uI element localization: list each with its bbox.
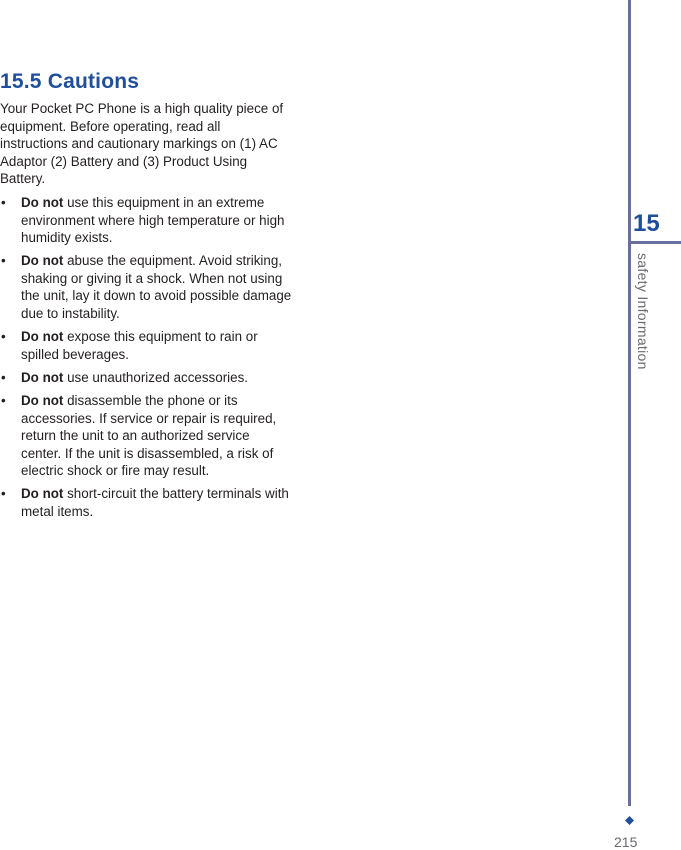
bullet-icon: • [1, 392, 6, 408]
bullet-icon: • [1, 329, 6, 345]
bullet-text: expose this equipment to rain or spilled beverages. [21, 329, 258, 362]
bullet-icon: • [1, 369, 6, 385]
list-item [0, 485, 293, 520]
intro-paragraph: Your Pocket PC Phone is a high quality piece of equipment. Before operating, read all instructions and cautionary markings on (1) AC Adaptor (2) Battery and (3) Product Using Battery. [0, 101, 284, 187]
bullet-text: disassemble the phone or its accessories. If service or repair is required, return the unit to an authorized service center. If the unit is disassembled, a risk of electric shock or fire may result. [21, 392, 277, 479]
bullet-text: use unauthorized accessories. [63, 369, 248, 385]
bullet-lead: Do not [21, 486, 64, 502]
bullet-text: abuse the equipment. Avoid striking, shaking or giving it a shock. When not using the unit, lay it down to avoid possible damage due to instability. [21, 253, 292, 322]
section-title: 15.5 Cautions [0, 70, 140, 93]
chapter-number: 15 [633, 210, 660, 237]
page-content [0, 70, 300, 526]
diamond-icon [625, 816, 634, 825]
bullet-lead: Do not [21, 392, 64, 408]
bullet-text: short-circuit the battery terminals with metal items. [21, 486, 289, 519]
list-item [0, 392, 293, 480]
page-number: 215 [614, 834, 638, 850]
bullet-text: use this equipment in an extreme environment where high temperature or high humidity exists. [21, 194, 285, 246]
list-item [0, 252, 293, 322]
list-item [0, 328, 293, 363]
margin-rule [628, 0, 631, 806]
bullet-icon: • [1, 194, 6, 210]
list-item [0, 194, 293, 247]
bullet-icon: • [1, 253, 6, 269]
bullet-lead: Do not [21, 253, 64, 269]
bullet-lead: Do not [21, 329, 64, 345]
bullet-lead: Do not [21, 194, 64, 210]
bullet-icon: • [1, 486, 6, 502]
chapter-tab-bar [628, 241, 681, 244]
list-item [0, 369, 293, 387]
chapter-label: safety Information [635, 253, 651, 370]
bullet-lead: Do not [21, 369, 64, 385]
caution-list [0, 194, 300, 521]
